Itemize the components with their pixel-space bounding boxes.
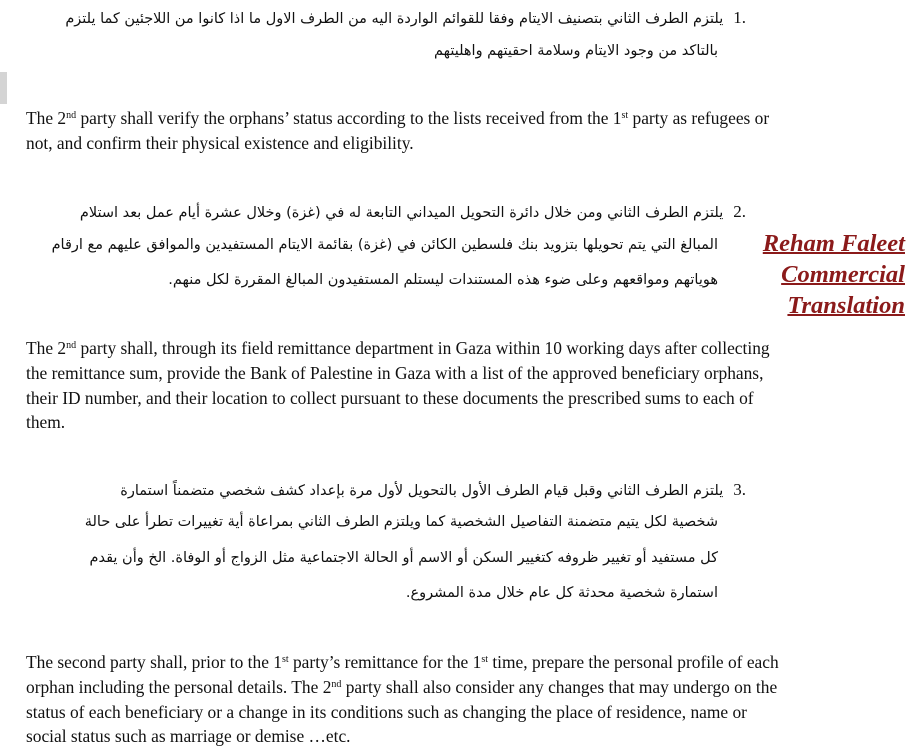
stamp-line-1: Reham Faleet [762,230,905,257]
clause-3-arabic-line-1: .3يلتزم الطرف الثاني وقبل قيام الطرف الأول بالتحويل لأول مرة بإعداد كشف شخصي متضمناً استمارة [120,480,746,499]
clause-2-arabic-line-1: .2يلتزم الطرف الثاني ومن خلال دائرة التحويل الميداني التابعة له في (غزة) وخلال عشرة أيام عمل بعد استلام [79,202,746,221]
clause-3-arabic-line-4: استمارة شخصية محدثة كل عام خلال مدة المشروع. [405,585,718,601]
scroll-position-marker [0,72,7,104]
clause-1-arabic-line-2: بالتاكد من وجود الايتام وسلامة احقيتهم واهليتهم [434,43,718,59]
clause-2-arabic-line-2: المبالغ التي يتم تحويلها بتزويد بنك فلسطين الكائن في (غزة) بقائمة الايتام المستفيدين والموافق عليهم مع ارقام [51,237,718,253]
clause-2-english: The 2nd party shall, through its field remittance department in Gaza within 10 working days after collecting the remittance sum, provide the Bank of Palestine in Gaza with a list of the approved beneficiary orphans, their ID number, and their location to collect pursuant to these documents the prescribed sums to each of them. [26,338,770,433]
clause-1-arabic-line-1: .1يلتزم الطرف الثاني بتصنيف الايتام وفقا للقوائم الواردة اليه من الطرف الاول ما اذا كانوا من اللاجئين كما يلتزم [65,8,746,27]
clause-3-english: The second party shall, prior to the 1st party’s remittance for the 1st time, prepare the personal profile of each orphan including the personal details. The 2nd party shall also consider any changes that may undergo on the status of each beneficiary or a change in its conditions such as changing the place of residence, name or social status such as marriage or demise …etc. [26,652,779,747]
clause-1-number: .1 [733,8,746,27]
clause-3-number: .3 [733,480,746,499]
clause-3-arabic-line-2: شخصية لكل يتيم متضمنة التفاصيل الشخصية كما ويلتزم الطرف الثاني بمراعاة أية تغييرات تطرأ على حالة [84,514,718,530]
clause-2-number: .2 [733,202,746,221]
clause-3-arabic-line-3: كل مستفيد أو تغيير ظروفه كتغيير السكن أو الاسم أو الحالة الاجتماعية مثل الزواج أو الوفاة. الخ وأن يقدم [89,550,718,566]
clause-1-english: The 2nd party shall verify the orphans’ status according to the lists received from the 1st party as refugees or not, and confirm their physical existence and eligibility. [26,108,770,153]
translator-stamp [725,228,905,321]
stamp-line-3: Translation [787,292,905,319]
clause-2-arabic-line-3: هوياتهم ومواقعهم وعلى ضوء هذه المستندات ليستلم المستفيدون المبالغ المقررة لكل منهم. [168,272,718,288]
stamp-line-2: Commercial [781,261,905,288]
